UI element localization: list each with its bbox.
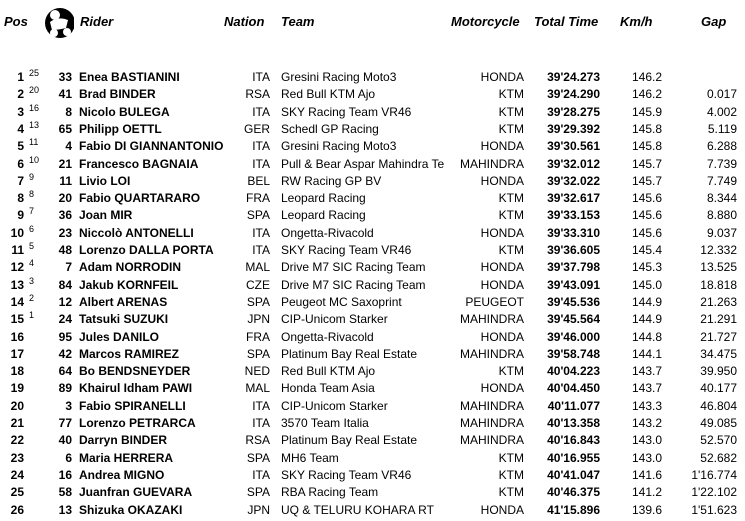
motorcycle: PEUGEOT xyxy=(465,294,524,309)
total-time: 40'41.047 xyxy=(547,467,600,482)
nation: SPA xyxy=(246,294,270,309)
speed-kmh: 145.8 xyxy=(631,139,662,154)
nation: SPA xyxy=(246,346,270,361)
rider-number: 21 xyxy=(58,156,72,171)
gap: 4.002 xyxy=(706,104,737,119)
table-row xyxy=(0,431,745,448)
gap: 1'51.623 xyxy=(691,502,737,517)
motorcycle: MAHINDRA xyxy=(459,398,524,413)
rider-number: 41 xyxy=(58,87,72,102)
gap: 21.291 xyxy=(700,312,737,327)
team-name: CIP-Unicom Starker xyxy=(281,312,388,327)
nation: ITA xyxy=(252,156,270,171)
speed-kmh: 143.7 xyxy=(631,381,662,396)
table-row xyxy=(0,120,745,137)
team-name: Pull & Bear Aspar Mahindra Te xyxy=(281,156,445,171)
position: 6 xyxy=(17,156,24,171)
nation: MAL xyxy=(245,260,270,275)
position: 22 xyxy=(10,433,24,448)
gap: 18.818 xyxy=(700,277,737,292)
rider-number: 8 xyxy=(65,104,72,119)
points: 5 xyxy=(29,241,35,251)
motorcycle: KTM xyxy=(498,191,524,206)
speed-kmh: 144.8 xyxy=(631,329,662,344)
motorcycle: HONDA xyxy=(480,329,524,344)
gap: 13.525 xyxy=(700,260,737,275)
motorcycle: KTM xyxy=(498,364,524,379)
table-row xyxy=(0,241,745,258)
total-time: 39'29.392 xyxy=(547,121,600,136)
points: 13 xyxy=(29,119,40,130)
rider-name: Bo BENDSNEYDER xyxy=(79,364,191,379)
nation: ITA xyxy=(252,398,270,413)
rider-number: 48 xyxy=(58,243,72,257)
speed-kmh: 146.2 xyxy=(631,70,662,84)
position: 12 xyxy=(10,260,24,275)
table-row xyxy=(0,345,745,362)
rider-name: Fabio QUARTARARO xyxy=(79,191,201,206)
nation: ITA xyxy=(252,70,270,84)
team-name: RBA Racing Team xyxy=(281,485,379,500)
position: 3 xyxy=(17,104,24,119)
header-pos: Pos xyxy=(4,14,28,29)
position: 18 xyxy=(10,364,24,379)
gap: 40.177 xyxy=(700,381,737,396)
rider-name: Shizuka OKAZAKI xyxy=(79,502,183,517)
total-time: 40'46.375 xyxy=(547,485,600,500)
gap: 1'16.774 xyxy=(691,467,737,482)
rider-number: 3 xyxy=(65,398,72,413)
rider-number: 64 xyxy=(58,364,72,379)
position: 5 xyxy=(17,139,24,154)
motorcycle: HONDA xyxy=(480,139,524,154)
rider-name: Khairul Idham PAWI xyxy=(79,381,193,396)
points: 25 xyxy=(29,68,40,78)
nation: RSA xyxy=(245,87,270,102)
total-time: 39'45.536 xyxy=(547,294,600,309)
total-time: 39'33.310 xyxy=(547,225,600,240)
position: 7 xyxy=(17,173,24,188)
speed-kmh: 145.7 xyxy=(631,173,662,188)
total-time: 40'11.077 xyxy=(547,398,600,413)
table-row xyxy=(0,483,745,500)
position: 14 xyxy=(10,294,24,309)
speed-kmh: 145.3 xyxy=(631,260,662,275)
total-time: 39'37.798 xyxy=(547,260,600,275)
nation: SPA xyxy=(246,450,270,465)
rider-name: Darryn BINDER xyxy=(79,433,168,448)
position: 13 xyxy=(10,277,24,292)
points: 1 xyxy=(29,310,35,321)
gap: 8.344 xyxy=(706,191,737,206)
team-name: Gresini Racing Moto3 xyxy=(281,139,397,154)
rider-name: Tatsuki SUZUKI xyxy=(79,312,169,327)
table-row xyxy=(0,103,745,120)
rider-number: 95 xyxy=(58,329,72,344)
rider-name: Francesco BAGNAIA xyxy=(79,156,199,171)
rider-number: 4 xyxy=(65,139,72,154)
rider-number: 23 xyxy=(58,225,72,240)
position: 19 xyxy=(10,381,24,396)
motorcycle: KTM xyxy=(498,467,524,482)
table-row xyxy=(0,224,745,241)
points: 2 xyxy=(29,292,35,303)
rider-name: Andrea MIGNO xyxy=(79,467,165,482)
rider-name: Livio LOI xyxy=(79,173,131,188)
rider-number: 13 xyxy=(58,502,72,517)
gap: 52.570 xyxy=(700,433,737,448)
team-name: Ongetta-Rivacold xyxy=(281,329,374,344)
team-name: UQ & TELURU KOHARA RT xyxy=(281,502,434,517)
total-time: 40'16.843 xyxy=(547,433,600,448)
speed-kmh: 143.0 xyxy=(631,433,662,448)
speed-kmh: 143.0 xyxy=(631,450,662,465)
points: 16 xyxy=(29,102,40,113)
rider-name: Fabio DI GIANNANTONIO xyxy=(79,139,224,154)
rider-name: Brad BINDER xyxy=(79,87,156,102)
rider-name: Philipp OETTL xyxy=(79,121,162,136)
nation: MAL xyxy=(245,381,270,396)
table-row xyxy=(0,362,745,379)
points: 6 xyxy=(29,223,35,234)
rider-name: Joan MIR xyxy=(79,208,133,223)
table-row xyxy=(0,189,745,206)
speed-kmh: 143.3 xyxy=(631,398,662,413)
total-time: 40'16.955 xyxy=(547,450,600,465)
motorcycle: MAHINDRA xyxy=(459,156,524,171)
motorcycle: MAHINDRA xyxy=(459,416,524,430)
team-name: Leopard Racing xyxy=(281,208,366,223)
gap: 7.749 xyxy=(706,173,737,188)
position: 16 xyxy=(10,329,24,344)
motorcycle: MAHINDRA xyxy=(459,312,524,327)
rider-number: 24 xyxy=(58,312,72,327)
speed-kmh: 143.2 xyxy=(631,416,662,430)
rider-name: Lorenzo DALLA PORTA xyxy=(79,243,214,257)
rider-number: 12 xyxy=(58,294,72,309)
header-team: Team xyxy=(281,14,315,29)
total-time: 39'32.617 xyxy=(547,191,600,206)
rider-number: 77 xyxy=(58,416,72,430)
gap: 1'22.102 xyxy=(691,485,737,500)
gap: 7.739 xyxy=(706,156,737,171)
gap: 49.085 xyxy=(700,416,737,430)
table-row xyxy=(0,137,745,154)
team-name: Drive M7 SIC Racing Team xyxy=(281,277,426,292)
table-row xyxy=(0,85,745,102)
team-name: SKY Racing Team VR46 xyxy=(281,104,412,119)
motorcycle: HONDA xyxy=(480,502,524,517)
speed-kmh: 145.8 xyxy=(631,121,662,136)
rider-number: 36 xyxy=(58,208,72,223)
table-row xyxy=(0,501,745,518)
table-row xyxy=(0,414,745,431)
table-row xyxy=(0,206,745,223)
points: 8 xyxy=(29,189,35,200)
motorcycle: MAHINDRA xyxy=(459,433,524,448)
table-row xyxy=(0,310,745,327)
gap: 39.950 xyxy=(700,364,737,379)
total-time: 39'45.564 xyxy=(547,312,600,327)
nation: ITA xyxy=(252,104,270,119)
team-name: SKY Racing Team VR46 xyxy=(281,467,412,482)
points: 9 xyxy=(29,171,35,182)
points: 20 xyxy=(29,85,40,96)
position: 9 xyxy=(17,208,24,223)
table-row xyxy=(0,276,745,293)
rider-name: Adam NORRODIN xyxy=(79,260,182,275)
total-time: 39'32.012 xyxy=(547,156,600,171)
speed-kmh: 143.7 xyxy=(631,364,662,379)
total-time: 39'28.275 xyxy=(547,104,600,119)
nation: SPA xyxy=(246,208,270,223)
table-row xyxy=(0,172,745,189)
rider-number: 40 xyxy=(58,433,72,448)
nation: FRA xyxy=(246,191,270,206)
speed-kmh: 145.6 xyxy=(631,191,662,206)
position: 10 xyxy=(10,225,24,240)
position: 20 xyxy=(10,398,24,413)
points: 7 xyxy=(29,206,35,217)
motorcycle: HONDA xyxy=(480,225,524,240)
team-name: Leopard Racing xyxy=(281,191,366,206)
team-name: Schedl GP Racing xyxy=(281,121,379,136)
speed-kmh: 141.6 xyxy=(631,467,662,482)
total-time: 39'32.022 xyxy=(547,173,600,188)
table-row xyxy=(0,258,745,275)
team-name: Drive M7 SIC Racing Team xyxy=(281,260,426,275)
position: 23 xyxy=(10,450,24,465)
rider-name: Nicolo BULEGA xyxy=(79,104,170,119)
rider-number: 11 xyxy=(59,173,72,188)
total-time: 40'04.450 xyxy=(547,381,600,396)
rider-number: 33 xyxy=(58,70,72,84)
nation: ITA xyxy=(252,139,270,154)
motorcycle: HONDA xyxy=(480,277,524,292)
team-name: Ongetta-Rivacold xyxy=(281,225,374,240)
gap: 46.804 xyxy=(700,398,737,413)
gap: 8.880 xyxy=(706,208,737,223)
rider-name: Maria HERRERA xyxy=(79,450,174,465)
gap: 34.475 xyxy=(700,346,737,361)
rider-name: Lorenzo PETRARCA xyxy=(79,416,196,430)
total-time: 39'36.605 xyxy=(547,243,600,257)
rider-name: Marcos RAMIREZ xyxy=(79,346,180,361)
position: 2 xyxy=(17,87,24,102)
rider-name: Niccolò ANTONELLI xyxy=(79,225,194,240)
speed-kmh: 145.9 xyxy=(631,104,662,119)
rider-number: 42 xyxy=(58,346,72,361)
total-time: 39'30.561 xyxy=(547,139,600,154)
speed-kmh: 144.9 xyxy=(631,294,662,309)
nation: JPN xyxy=(247,502,270,517)
nation: ITA xyxy=(252,416,270,430)
position: 8 xyxy=(17,191,24,206)
motorcycle: HONDA xyxy=(480,70,524,84)
rider-name: Albert ARENAS xyxy=(79,294,168,309)
position: 1 xyxy=(17,70,24,84)
total-time: 40'04.223 xyxy=(547,364,600,379)
rider-name: Juanfran GUEVARA xyxy=(79,485,193,500)
nation: ITA xyxy=(252,243,270,257)
nation: CZE xyxy=(246,277,270,292)
team-name: Honda Team Asia xyxy=(281,381,375,396)
header-gap: Gap xyxy=(701,14,727,29)
team-name: RW Racing GP BV xyxy=(281,173,382,188)
gap: 9.037 xyxy=(706,225,737,240)
team-name: Gresini Racing Moto3 xyxy=(281,70,397,84)
header-nation: Nation xyxy=(224,14,265,29)
header-motorcycle: Motorcycle xyxy=(451,14,520,29)
motorcycle: HONDA xyxy=(480,173,524,188)
speed-kmh: 144.9 xyxy=(631,312,662,327)
nation: BEL xyxy=(247,173,270,188)
speed-kmh: 146.2 xyxy=(631,87,662,102)
speed-kmh: 145.4 xyxy=(631,243,662,257)
total-time: 39'24.273 xyxy=(547,70,600,84)
gap: 5.119 xyxy=(707,121,737,136)
rider-name: Enea BASTIANINI xyxy=(79,70,180,84)
team-name: CIP-Unicom Starker xyxy=(281,398,388,413)
total-time: 39'46.000 xyxy=(547,329,600,344)
team-name: Platinum Bay Real Estate xyxy=(281,433,418,448)
position: 24 xyxy=(10,467,24,482)
points: 4 xyxy=(29,258,35,269)
motorcycle: HONDA xyxy=(480,381,524,396)
motorcycle: KTM xyxy=(498,104,524,119)
nation: ITA xyxy=(252,467,270,482)
rider-number: 16 xyxy=(58,467,72,482)
table-row xyxy=(0,449,745,466)
team-name: Platinum Bay Real Estate xyxy=(281,346,418,361)
motorcycle: KTM xyxy=(498,87,524,102)
table-row xyxy=(0,68,745,85)
team-name: Peugeot MC Saxoprint xyxy=(281,294,402,309)
nation: SPA xyxy=(246,485,270,500)
points: 11 xyxy=(29,137,39,148)
speed-kmh: 145.6 xyxy=(631,208,662,223)
position: 4 xyxy=(17,121,24,136)
header-kmh: Km/h xyxy=(620,14,653,29)
speed-kmh: 145.7 xyxy=(631,156,662,171)
points: 10 xyxy=(29,154,40,165)
rider-number: 6 xyxy=(65,450,72,465)
position: 25 xyxy=(10,485,24,500)
total-time: 39'24.290 xyxy=(547,87,600,102)
table-row xyxy=(0,293,745,310)
gap: 21.727 xyxy=(700,329,737,344)
table-row xyxy=(0,328,745,345)
total-time: 41'15.896 xyxy=(547,502,600,517)
speed-kmh: 141.2 xyxy=(631,485,662,500)
table-row xyxy=(0,155,745,172)
rider-number: 20 xyxy=(58,191,72,206)
motorcycle: KTM xyxy=(498,208,524,223)
rider-number: 89 xyxy=(58,381,72,396)
speed-kmh: 144.1 xyxy=(631,346,662,361)
gap: 21.263 xyxy=(700,294,737,309)
nation: NED xyxy=(244,364,270,379)
nation: GER xyxy=(243,121,270,136)
motorcycle: MAHINDRA xyxy=(459,346,524,361)
motorcycle: KTM xyxy=(498,450,524,465)
motorcycle: KTM xyxy=(498,485,524,500)
results-header xyxy=(0,0,745,40)
total-time: 40'13.358 xyxy=(547,416,600,430)
rider-number: 65 xyxy=(58,121,72,136)
rider-name: Fabio SPIRANELLI xyxy=(79,398,186,413)
position: 21 xyxy=(10,416,24,430)
rider-number: 58 xyxy=(58,485,72,500)
gap: 52.682 xyxy=(700,450,737,465)
total-time: 39'58.748 xyxy=(547,346,600,361)
speed-kmh: 145.0 xyxy=(631,277,662,292)
team-name: 3570 Team Italia xyxy=(281,416,369,430)
rider-name: Jakub KORNFEIL xyxy=(79,277,179,292)
header-rider: Rider xyxy=(80,14,114,29)
rider-number: 7 xyxy=(65,260,72,275)
team-name: Red Bull KTM Ajo xyxy=(281,87,376,102)
position: 11 xyxy=(11,243,24,257)
header-total-time: Total Time xyxy=(534,14,599,29)
rider-number: 84 xyxy=(58,277,72,292)
motorcycle: KTM xyxy=(498,243,524,257)
position: 15 xyxy=(10,312,24,327)
speed-kmh: 139.6 xyxy=(631,502,662,517)
points: 3 xyxy=(29,275,35,286)
motorcycle-rider-icon xyxy=(44,6,74,40)
total-time: 39'43.091 xyxy=(547,277,600,292)
team-name: MH6 Team xyxy=(281,450,339,465)
total-time: 39'33.153 xyxy=(547,208,600,223)
position: 17 xyxy=(10,346,24,361)
nation: RSA xyxy=(245,433,270,448)
table-row xyxy=(0,379,745,396)
nation: ITA xyxy=(252,225,270,240)
position: 26 xyxy=(10,502,24,517)
team-name: Red Bull KTM Ajo xyxy=(281,364,376,379)
gap: 0.017 xyxy=(706,87,737,102)
nation: JPN xyxy=(247,312,270,327)
nation: FRA xyxy=(246,329,270,344)
gap: 12.332 xyxy=(700,243,737,257)
motorcycle: KTM xyxy=(498,121,524,136)
team-name: SKY Racing Team VR46 xyxy=(281,243,412,257)
speed-kmh: 145.6 xyxy=(631,225,662,240)
motorcycle: HONDA xyxy=(480,260,524,275)
gap: 6.288 xyxy=(706,139,737,154)
table-row xyxy=(0,397,745,414)
rider-name: Jules DANILO xyxy=(79,329,160,344)
table-row xyxy=(0,466,745,483)
